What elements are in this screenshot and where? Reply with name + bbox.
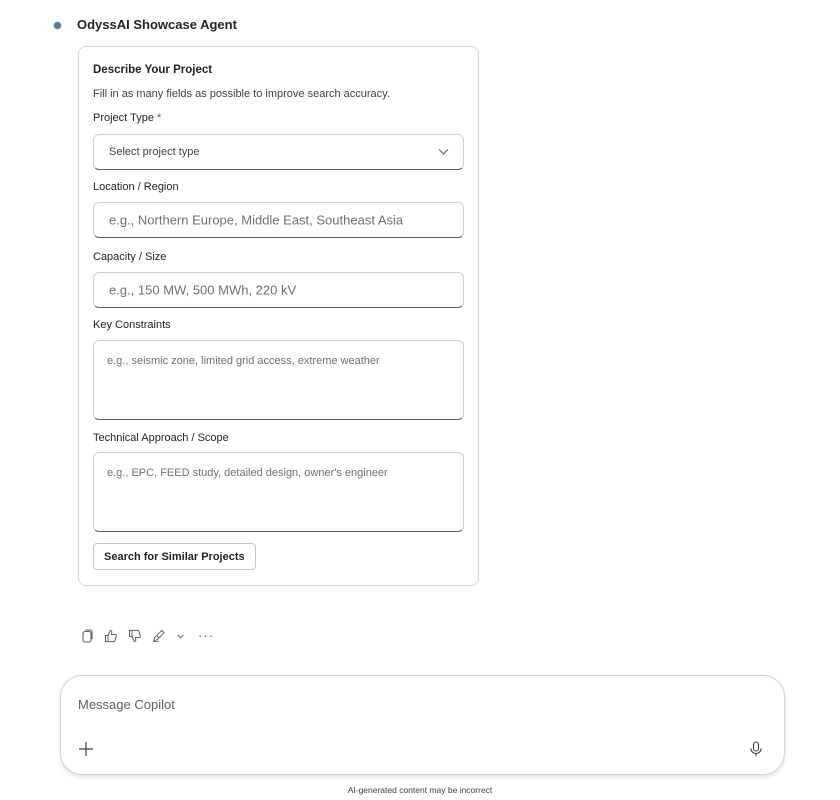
project-type-label [93, 112, 161, 124]
location-placeholder: e.g., Northern Europe, Middle East, Southeast Asia [109, 212, 404, 228]
copy-icon[interactable] [80, 628, 94, 644]
more-icon[interactable]: ··· [198, 628, 214, 643]
approach-textarea[interactable] [93, 452, 464, 532]
constraints-textarea[interactable] [93, 340, 464, 420]
capacity-input[interactable] [93, 272, 464, 308]
capacity-label: Capacity / Size [93, 251, 167, 263]
location-input[interactable] [93, 202, 464, 238]
message-actions [80, 628, 214, 644]
edit-icon[interactable] [152, 628, 166, 644]
project-type-select[interactable] [93, 134, 464, 170]
microphone-icon[interactable] [748, 740, 764, 758]
approach-placeholder: e.g., EPC, FEED study, detailed design, owner's engineer [107, 467, 388, 479]
chevron-down-icon[interactable] [176, 628, 184, 644]
project-type-label-text: Project Type [93, 112, 154, 124]
ai-disclaimer: AI-generated content may be incorrect [347, 785, 493, 795]
agent-header [54, 17, 237, 32]
project-type-placeholder: Select project type [109, 146, 200, 158]
required-mark: * [157, 112, 162, 124]
capacity-placeholder: e.g., 150 MW, 500 MWh, 220 kV [109, 282, 297, 298]
agent-name: OdyssAI Showcase Agent [77, 17, 237, 32]
plus-icon[interactable] [77, 740, 95, 758]
agent-avatar [54, 22, 61, 29]
thumbs-down-icon[interactable] [128, 628, 142, 644]
composer-placeholder: Message Copilot [78, 697, 175, 712]
project-form-card [78, 46, 479, 586]
approach-label: Technical Approach / Scope [93, 432, 229, 444]
chevron-down-icon [437, 145, 449, 157]
form-subtitle: Fill in as many fields as possible to improve search accuracy. [93, 88, 390, 100]
message-composer[interactable] [60, 675, 785, 775]
constraints-placeholder: e.g., seismic zone, limited grid access, extreme weather [107, 355, 380, 367]
thumbs-up-icon[interactable] [104, 628, 118, 644]
constraints-label: Key Constraints [93, 319, 171, 331]
search-similar-projects-button[interactable]: Search for Similar Projects [93, 543, 256, 570]
location-label: Location / Region [93, 181, 179, 193]
form-title: Describe Your Project [93, 64, 213, 76]
